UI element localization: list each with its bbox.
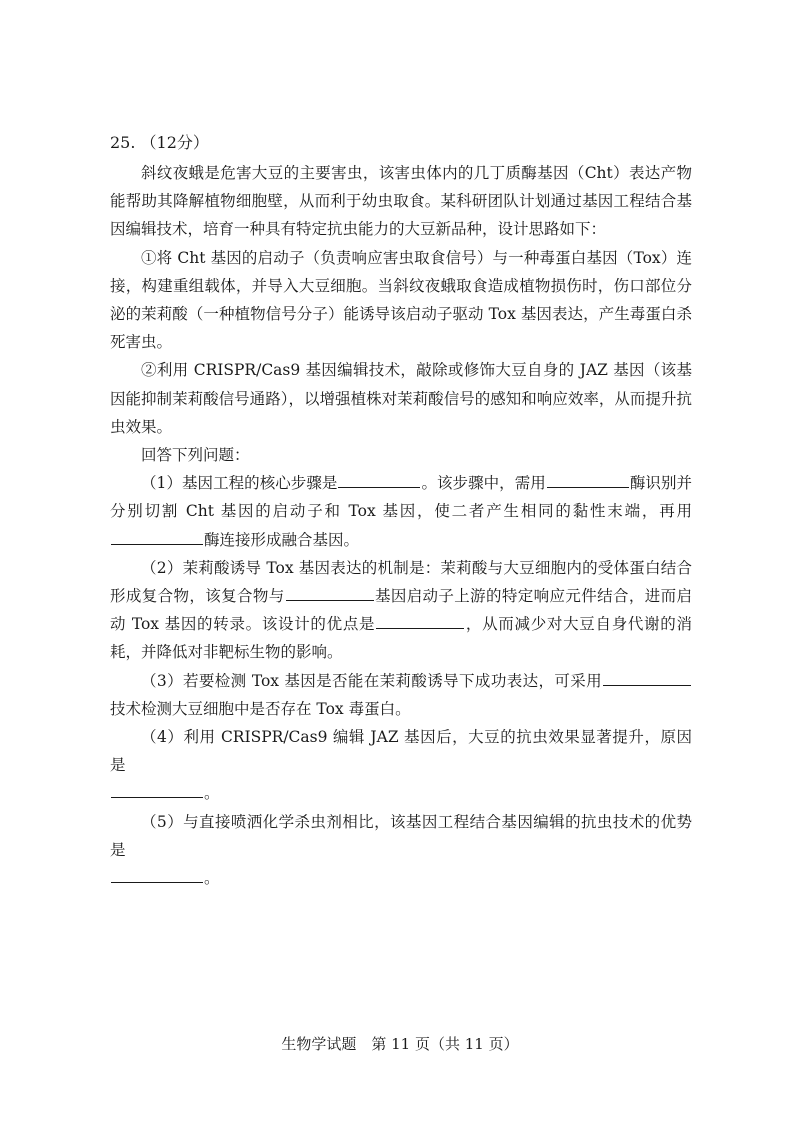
question-body <box>110 159 692 892</box>
answer-blank[interactable] <box>547 469 629 488</box>
design-step-2: ②利用 CRISPR/Cas9 基因编辑技术，敲除或修饰大豆自身的 JAZ 基因（该基因能抑制茉莉酸信号通路），以增强植株对茉莉酸信号的感知和响应效率，从而提升抗虫效果。 <box>110 361 692 436</box>
subquestion-4-answer: 。 <box>110 779 692 807</box>
subquestion-4: （4）利用 CRISPR/Cas9 编辑 JAZ 基因后，大豆的抗虫效果显著提升，原因是 <box>110 728 692 775</box>
answer-blank[interactable] <box>376 610 464 629</box>
subquestion-2: （2）茉莉酸诱导 Tox 基因表达的机制是：茉莉酸与大豆细胞内的受体蛋白结合形成复合物，该复合物与 基因启动子上游的特定响应元件结合，进而启动 Tox 基因的转录。该设计的优点是 ，从而减少对大豆自身代谢的消耗，并降低对非靶标生物的影响。 <box>110 558 692 662</box>
answer-blank[interactable] <box>111 864 203 883</box>
answer-blank[interactable] <box>111 526 203 545</box>
subquestion-3: （3）若要检测 Tox 基因是否能在茉莉酸诱导下成功表达，可采用技术检测大豆细胞中是否存在 Tox 毒蛋白。 <box>110 667 692 723</box>
answer-blank[interactable] <box>338 469 420 488</box>
subquestion-5-answer: 。 <box>110 864 692 892</box>
subquestion-5: （5）与直接喷洒化学杀虫剂相比，该基因工程结合基因编辑的抗虫技术的优势是 <box>110 812 692 859</box>
subquestion-1: （1）基因工程的核心步骤是 。该步骤中，需用 酶识别并分别切割 Cht 基因的启动子和 Tox 基因，使二者产生相同的黏性末端，再用酶连接形成融合基因。 <box>110 469 692 554</box>
intro-paragraph: 斜纹夜蛾是危害大豆的主要害虫，该害虫体内的几丁质酶基因（Cht）表达产物能帮助其降解植物细胞壁，从而利于幼虫取食。某科研团队计划通过基因工程结合基因编辑技术，培育一种具有特定抗虫能力的大豆新品种，设计思路如下： <box>110 164 692 239</box>
answer-prompt: 回答下列问题： <box>141 446 250 465</box>
answer-blank[interactable] <box>286 582 374 601</box>
question-number: 25. （12分） <box>110 133 209 152</box>
design-step-1: ①将 Cht 基因的启动子（负责响应害虫取食信号）与一种毒蛋白基因（Tox）连接，构建重组载体，并导入大豆细胞。当斜纹夜蛾取食造成植物损伤时，伤口部位分泌的茉莉酸（一种植物信号分子）能诱导该启动子驱动 Tox 基因表达，产生毒蛋白杀死害虫。 <box>110 248 692 352</box>
answer-blank[interactable] <box>111 779 203 798</box>
page-footer: 生物学试题 第 11 页（共 11 页） <box>281 1035 519 1053</box>
answer-blank[interactable] <box>603 667 691 686</box>
